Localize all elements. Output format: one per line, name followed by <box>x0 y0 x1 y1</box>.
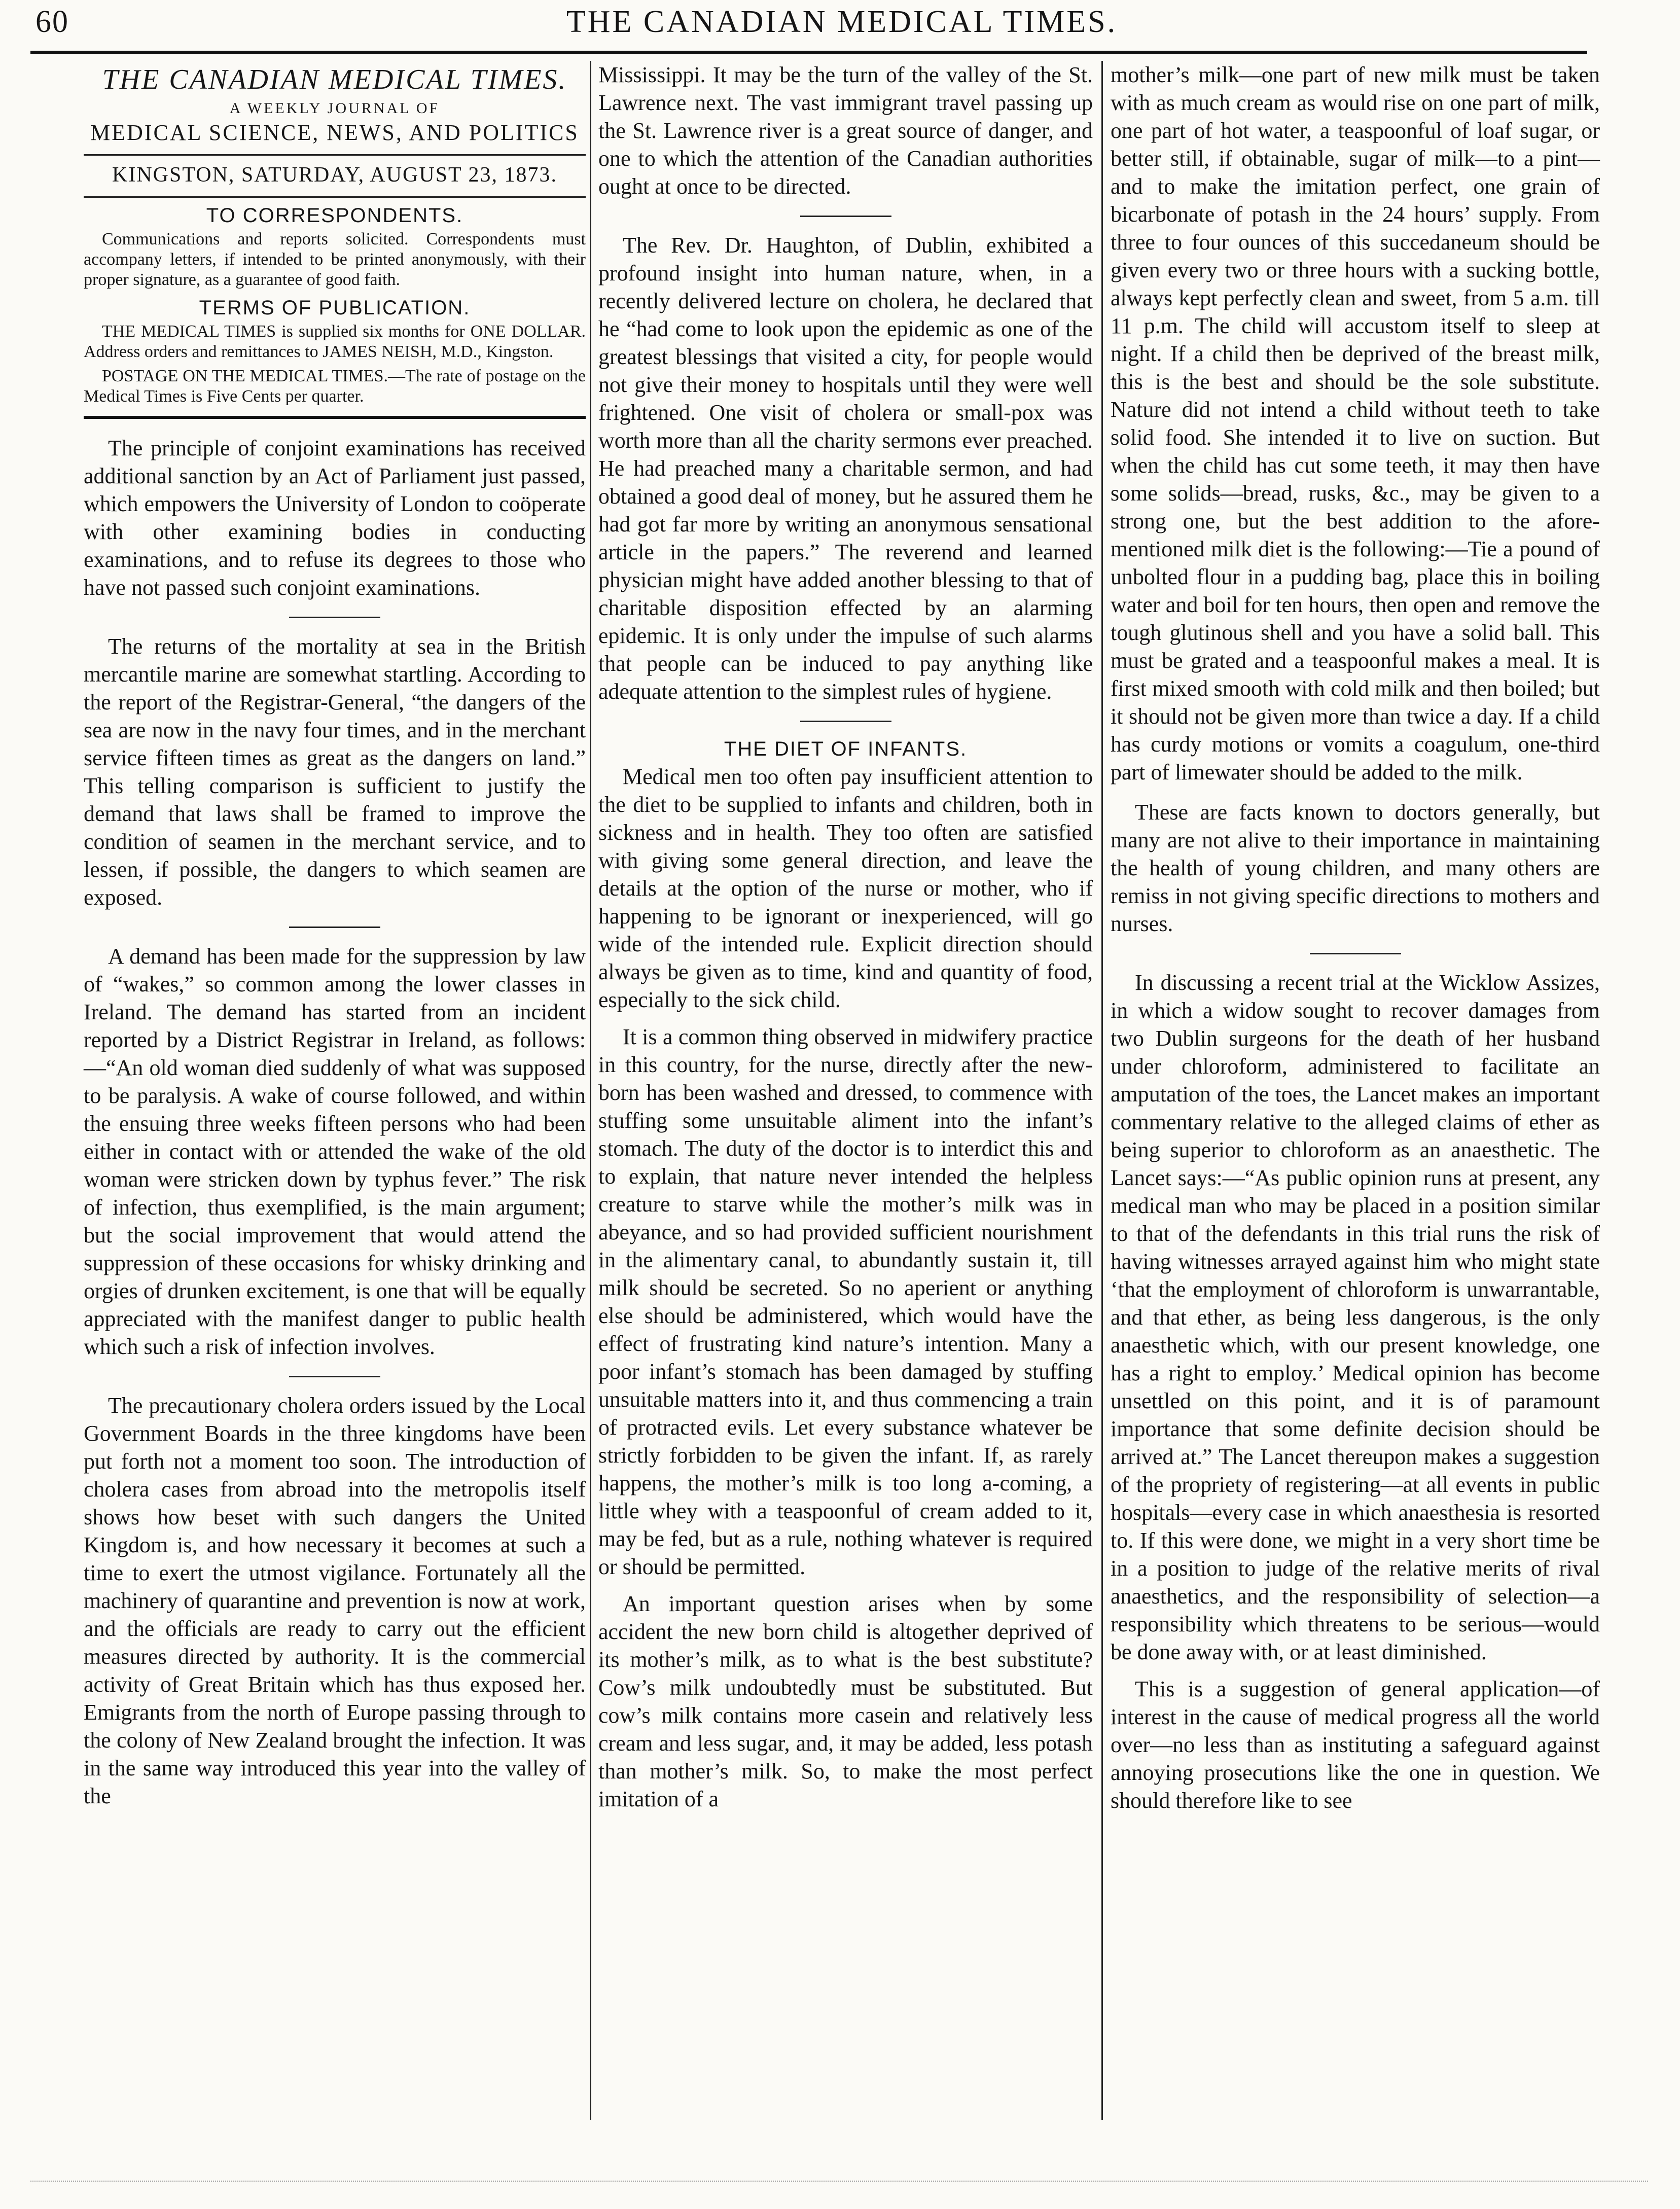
separator <box>800 721 891 722</box>
terms-text: THE MEDICAL TIMES is supplied six months for ONE DOLLAR. Address orders and remittances to JAMES NEISH, M.D., Kingston. <box>84 322 586 361</box>
article-paragraph: The principle of conjoint examinations has received additional sanction by an Act of Parliament just passed, which empowers the University of London to coöperate with other examining bodies in conducting examinations, and to refuse its degrees to those who have not passed such conjoint examinations. <box>84 436 586 600</box>
postage-text: POSTAGE ON THE MEDICAL TIMES.—The rate of postage on the Medical Times is Five Cents per quarter. <box>84 367 586 406</box>
correspondents-text: Communications and reports solicited. Correspondents must accompany letters, if intended to be printed anonymously, with their proper signature, as a guarantee of good faith. <box>84 230 586 289</box>
separator <box>1310 953 1401 954</box>
separator <box>289 927 380 928</box>
masthead-rule <box>84 154 586 156</box>
article-paragraph: A demand has been made for the suppression by law of “wakes,” so common among the lower classes in Ireland. The demand has started from an incident reported by a District Registrar in Ireland, as follows:—“An old woman died suddenly of what was supposed to be paralysis. A wake of course followed, and within the ensuing three weeks fifteen persons who had been either in contact with or attended the wake of the old woman were stricken down by typhus fever.” The risk of infection, thus exemplified, is the main argument; but the social improvement that would attend the suppression of these occasions for whisky drinking and orgies of drunken excitement, is one that will be equally appreciated with the manifest danger to public health which such a risk of infection involves. <box>84 944 586 1359</box>
running-title: THE CANADIAN MEDICAL TIMES. <box>566 5 1118 39</box>
article-paragraph: Mississippi. It may be the turn of the valley of the St. Lawrence next. The vast immigrant travel passing up the St. Lawrence river is a great source of danger, and one to which the attention of the Canadian authorities ought at once to be directed. <box>598 62 1093 199</box>
article-paragraph: These are facts known to doctors generally, but many are not alive to their importance in maintaining the health of young children, and many others are remiss in not giving specific directions to mothers and nurses. <box>1111 800 1600 936</box>
terms-heading: TERMS OF PUBLICATION. <box>199 297 471 319</box>
column-3 <box>1111 61 1600 1814</box>
separator <box>800 216 891 217</box>
article-paragraph: mother’s milk—one part of new milk must be taken with as much cream as would rise on one part of milk, one part of hot water, a teaspoonful of loaf sugar, or better still, if obtainable, sugar of milk—to a pint—and to make the imitation perfect, one grain of bicarbonate of potash in the 24 hours’ supply. From three to four ounces of this succedaneum should be given every two or three hours with a sucking bottle, always kept perfectly clean and sweet, from 5 a.m. till 11 p.m. The child will accustom itself to sleep at night. If a child then be deprived of the breast milk, this is the best and should be the sole substitute. Nature did not intend a child without teeth to take solid food. She intended it to live on suction. But when the child has cut some teeth, it may then have some solids—bread, rusks, &c., may be given to a strong one, but the best addition to the afore-mentioned milk diet is the following:—Tie a pound of unbolted flour in a pudding bag, place this in boiling water and boil for ten hours, then open and remove the tough glutinous shell and you have a solid ball. This must be grated and a teaspoonful makes a meal. It is first mixed smooth with cold milk and then boiled; but it should not be given more than twice a day. If a child has curdy motions or vomits a coagulum, one-third part of limewater should be added to the milk. <box>1111 62 1600 785</box>
separator <box>289 1376 380 1377</box>
masthead-subtitle: A WEEKLY JOURNAL OF <box>229 100 440 117</box>
issue-date: KINGSTON, SATURDAY, AUGUST 23, 1873. <box>112 163 557 187</box>
column-divider <box>1101 61 1103 2120</box>
column-2 <box>598 61 1093 1813</box>
article-paragraph: In discussing a recent trial at the Wicklow Assizes, in which a widow sought to recover damages from two Dublin surgeons for the death of her husband under chloroform, administered to facilitate an amputation of the toes, the Lancet makes an important commentary relative to the alleged claims of ether as being superior to chloroform as an anaesthetic. The Lancet says:—“As public opinion runs at present, any medical man who may be placed in a position similar to that of the defendants in this trial runs the risk of having witnesses arrayed against him who might state ‘that the employment of chloroform is unwarrantable, and that ether, as being less dangerous, is the only anaesthetic which, with our present knowledge, one has a right to employ.’ Medical opinion has become unsettled on this point, and it is of paramount importance that some definite decision should be arrived at.” The Lancet thereupon makes a suggestion of the propriety of registering—at all events in public hospitals—every case in which anaesthesia is resorted to. If this were done, we might in a very short time be in a position to judge of the relative merits of rival anaesthetics, and the responsibility of selection—a responsibility which threatens to be serious—would be done away with, or at least diminished. <box>1111 970 1600 1664</box>
bottom-margin-line <box>30 2181 1648 2182</box>
article-paragraph: This is a suggestion of general application—of interest in the cause of medical progress all the world over—no less than as instituting a safeguard against annoying prosecutions like the one in question. We should therefore like to see <box>1111 1677 1600 1813</box>
separator <box>289 617 380 618</box>
header-rule <box>30 51 1587 54</box>
article-paragraph: Medical men too often pay insufficient attention to the diet to be supplied to infants and children, both in sickness and in health. They too often are satisfied with giving some general direction, and leave the details at the option of the nurse or mother, who if happening to be ignorant or inexperienced, will go wide of the intended rule. Explicit direction should always be given as to time, kind and quantity of food, especially to the sick child. <box>598 764 1093 1012</box>
terms-notice <box>84 322 586 407</box>
article-heading: THE DIET OF INFANTS. <box>724 738 968 760</box>
masthead-subtitle-2: MEDICAL SCIENCE, NEWS, AND POLITICS <box>90 120 579 145</box>
column-1 <box>84 61 586 1810</box>
column-divider <box>590 61 591 2120</box>
masthead <box>84 63 586 198</box>
running-head <box>30 0 1653 51</box>
article-paragraph: The precautionary cholera orders issued by the Local Government Boards in the three kingdoms have been put forth not a moment too soon. The introduction of cholera cases from abroad into the metropolis itself shows how beset with such dangers the United Kingdom is, and how necessary it becomes at such a time to exert the utmost vigilance. Fortunately all the machinery of quarantine and prevention is now at work, and the officials are ready to carry out the efficient measures directed by authority. It is the commercial activity of Great Britain which has thus exposed her. Emigrants from the north of Europe passing through to the colony of New Zealand brought the infection. It was in the same way introduced this year into the valley of the <box>84 1393 586 1808</box>
page-number: 60 <box>35 5 69 39</box>
article-paragraph: The returns of the mortality at sea in the British mercantile marine are somewhat startling. According to the report of the Registrar-General, “the dangers of the sea are now in the navy four times, and in the merchant service fifteen times as great as the dangers on land.” This telling comparison is sufficient to justify the demand that laws shall be framed to improve the condition of seamen in the merchant service, and to lessen, if possible, the dangers to which seamen are exposed. <box>84 634 586 910</box>
article-paragraph: It is a common thing observed in midwifery practice in this country, for the nurse, directly after the new-born has been washed and dressed, to commence with stuffing some unsuitable aliment into the infant’s stomach. The duty of the doctor is to interdict this and to explain, that nature never intended the helpless creature to starve while the mother’s milk was in abeyance, and so had provided sufficient nourishment in the alimentary canal, to abundantly sustain it, till milk should be secreted. So no aperient or anything else should be administered, which would have the effect of frustrating kind nature’s intention. Many a poor infant’s stomach has been damaged by stuffing unsuitable matters into it, and thus commencing a train of protracted evils. Let every substance whatever be strictly forbidden to be given the infant. If, as rarely happens, the mother’s milk is too long a-coming, a little whey with a teaspoonful of cream added to it, may be fed, but as a rule, nothing whatever is required or should be permitted. <box>598 1024 1093 1579</box>
correspondents-notice <box>84 229 586 290</box>
section-rule <box>84 416 586 419</box>
article-paragraph: The Rev. Dr. Haughton, of Dublin, exhibited a profound insight into human nature, when, in a recently delivered lecture on cholera, he declared that he “had come to look upon the epidemic as one of the greatest blessings that visited a city, for people would not give their money to hospitals until they were well frightened. One visit of cholera or small-pox was worth more than all the charity sermons ever preached. He had preached many a charitable sermon, and had obtained a good deal of money, but he assured them he had got far more by writing an anonymous sensational article in the papers.” The reverend and learned physician might have added another blessing to that of charitable disposition effected by an alarming epidemic. It is only under the impulse of such alarms that people can be induced to pay anything like adequate attention to the simplest rules of hygiene. <box>598 233 1093 704</box>
correspondents-heading: TO CORRESPONDENTS. <box>206 204 463 227</box>
article-paragraph: An important question arises when by some accident the new born child is altogether deprived of its mother’s milk, as to what is the best substitute? Cow’s milk undoubtedly must be substituted. But cow’s milk contains more casein and relatively less cream and less sugar, and, it may be added, less potash than mother’s milk. So, to make the most perfect imitation of a <box>598 1591 1093 1811</box>
masthead-title: THE CANADIAN MEDICAL TIMES. <box>102 64 567 95</box>
masthead-rule <box>84 196 586 198</box>
